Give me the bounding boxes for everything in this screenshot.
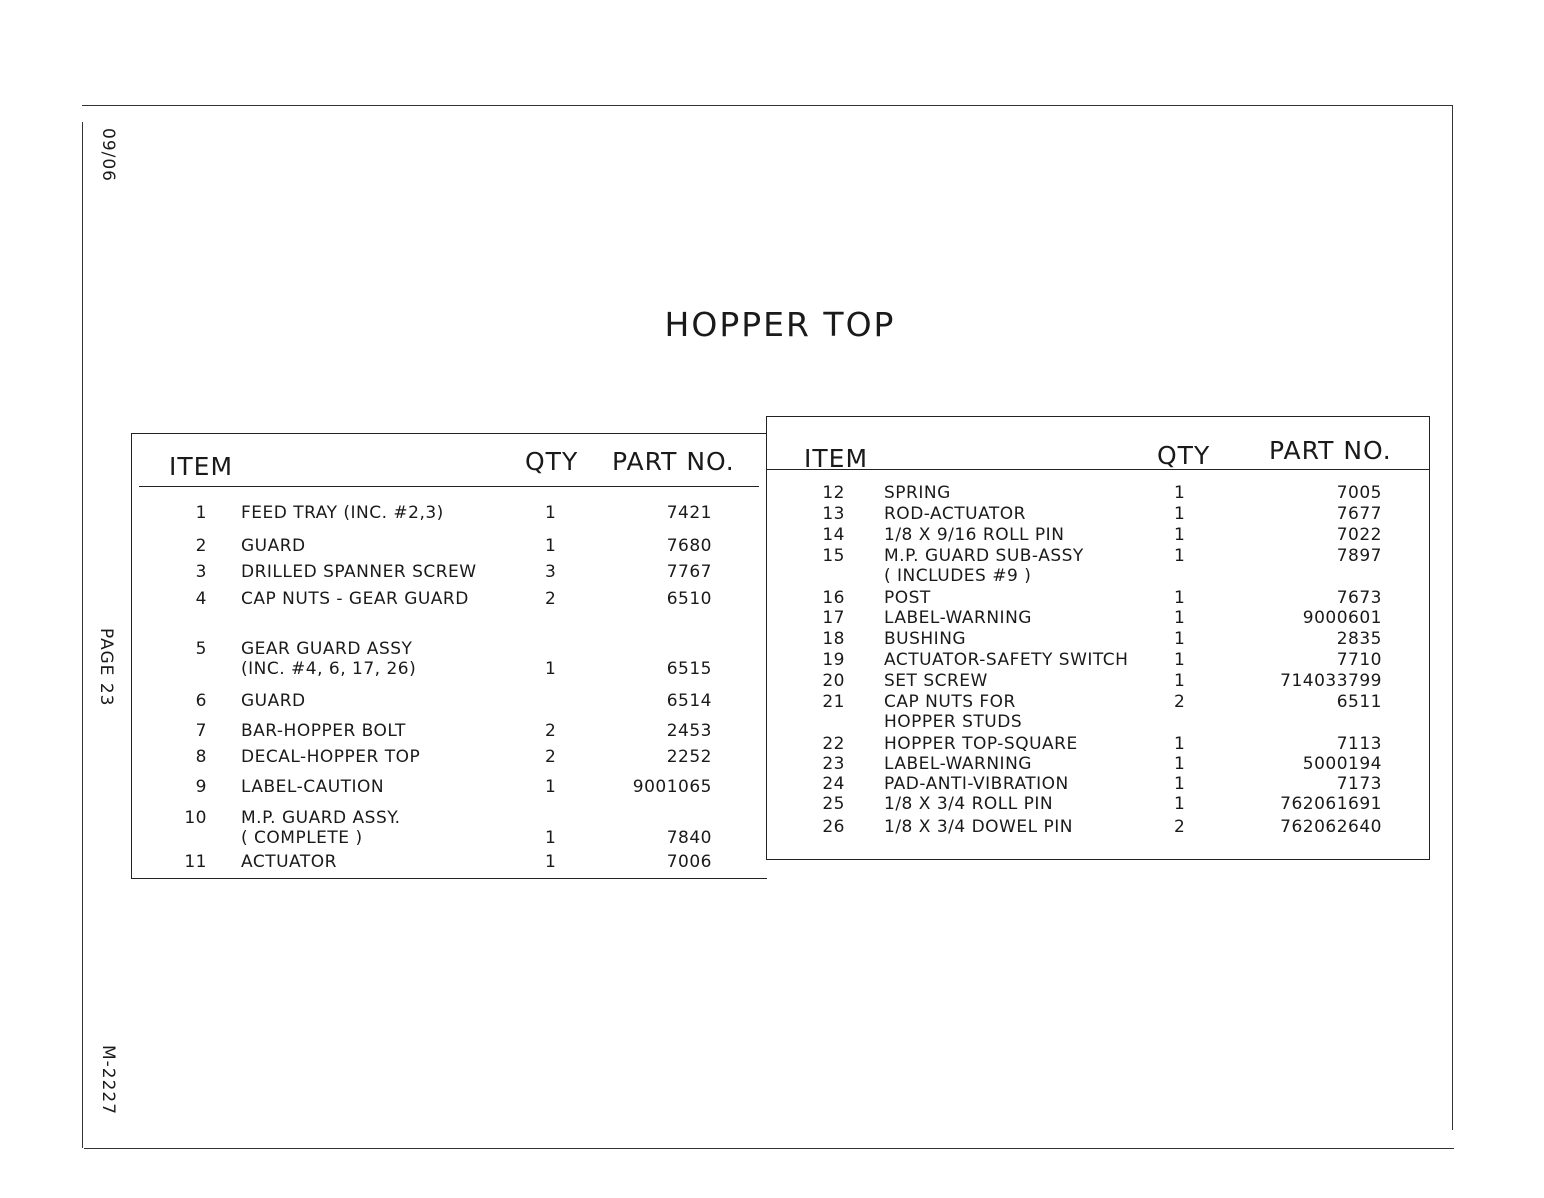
- item-description: 1/8 X 3/4 ROLL PIN: [884, 794, 1054, 814]
- item-part-number: 7113: [1336, 734, 1382, 754]
- item-part-number: 2252: [666, 747, 712, 767]
- item-description: GUARD: [241, 691, 306, 711]
- parts-table-left: [131, 433, 767, 879]
- item-number: 4: [195, 589, 207, 609]
- item-number: 12: [822, 483, 845, 503]
- item-number: 9: [195, 777, 207, 797]
- frame-right-line: [1452, 105, 1453, 1130]
- item-part-number: 9001065: [632, 777, 712, 797]
- item-quantity: 1: [545, 828, 557, 848]
- item-part-number: 7022: [1336, 525, 1382, 545]
- item-number: 13: [822, 504, 845, 524]
- item-quantity: 1: [545, 777, 557, 797]
- item-description: 1/8 X 3/4 DOWEL PIN: [884, 817, 1073, 837]
- item-description: SET SCREW: [884, 671, 988, 691]
- item-quantity: 1: [1174, 525, 1186, 545]
- item-quantity: 1: [545, 536, 557, 556]
- item-description: FEED TRAY (INC. #2,3): [241, 503, 444, 523]
- item-part-number: 5000194: [1302, 754, 1382, 774]
- item-description: PAD-ANTI-VIBRATION: [884, 774, 1069, 794]
- item-part-number: 762061691: [1280, 794, 1382, 814]
- item-description: BAR-HOPPER BOLT: [241, 721, 406, 741]
- item-description-continued: ( COMPLETE ): [241, 828, 363, 848]
- frame-bottom-line: [84, 1148, 1454, 1149]
- item-number: 19: [822, 650, 845, 670]
- item-part-number: 7897: [1336, 546, 1382, 566]
- item-quantity: 1: [1174, 608, 1186, 628]
- item-number: 16: [822, 588, 845, 608]
- item-description: CAP NUTS FOR: [884, 692, 1016, 712]
- item-part-number: 7006: [666, 852, 712, 872]
- item-part-number: 7673: [1336, 588, 1382, 608]
- frame-top-line: [82, 105, 1452, 106]
- item-description-continued: HOPPER STUDS: [884, 712, 1023, 732]
- item-quantity: 2: [545, 589, 557, 609]
- right-header-item: ITEM: [804, 444, 869, 473]
- item-part-number: 7710: [1336, 650, 1382, 670]
- item-number: 15: [822, 546, 845, 566]
- item-number: 10: [184, 808, 207, 828]
- item-quantity: 2: [1174, 817, 1186, 837]
- item-number: 18: [822, 629, 845, 649]
- item-number: 14: [822, 525, 845, 545]
- item-quantity: 1: [545, 503, 557, 523]
- item-number: 22: [822, 734, 845, 754]
- right-header-part-no: PART NO.: [1269, 436, 1392, 465]
- item-description: CAP NUTS - GEAR GUARD: [241, 589, 469, 609]
- item-part-number: 2453: [666, 721, 712, 741]
- item-quantity: 1: [1174, 504, 1186, 524]
- item-part-number: 7677: [1336, 504, 1382, 524]
- item-number: 5: [195, 639, 207, 659]
- document-number-label: M-2227: [98, 1045, 118, 1116]
- item-description: BUSHING: [884, 629, 967, 649]
- date-label: 09/06: [98, 128, 118, 182]
- item-number: 1: [195, 503, 207, 523]
- item-part-number: 762062640: [1280, 817, 1382, 837]
- item-quantity: 1: [1174, 483, 1186, 503]
- item-description: LABEL-CAUTION: [241, 777, 385, 797]
- item-number: 17: [822, 608, 845, 628]
- item-quantity: 2: [1174, 692, 1186, 712]
- item-number: 8: [195, 747, 207, 767]
- item-part-number: 7005: [1336, 483, 1382, 503]
- page-number-label: PAGE 23: [96, 628, 116, 707]
- item-part-number: 6514: [666, 691, 712, 711]
- frame-left-line: [82, 122, 83, 1148]
- item-description-continued: ( INCLUDES #9 ): [884, 566, 1032, 586]
- item-quantity: 1: [1174, 671, 1186, 691]
- item-quantity: 1: [1174, 734, 1186, 754]
- item-quantity: 1: [545, 659, 557, 679]
- item-part-number: 9000601: [1302, 608, 1382, 628]
- item-quantity: 1: [1174, 774, 1186, 794]
- item-quantity: 1: [1174, 794, 1186, 814]
- item-description: DRILLED SPANNER SCREW: [241, 562, 477, 582]
- item-description: ACTUATOR-SAFETY SWITCH: [884, 650, 1129, 670]
- item-number: 26: [822, 817, 845, 837]
- item-quantity: 2: [545, 747, 557, 767]
- item-description: SPRING: [884, 483, 951, 503]
- right-header-qty: QTY: [1157, 441, 1211, 470]
- left-header-part-no: PART NO.: [612, 447, 735, 476]
- item-quantity: 1: [1174, 650, 1186, 670]
- item-description-continued: (INC. #4, 6, 17, 26): [241, 659, 417, 679]
- left-header-rule: [139, 486, 759, 487]
- item-quantity: 1: [1174, 546, 1186, 566]
- item-quantity: 1: [1174, 588, 1186, 608]
- item-quantity: 1: [1174, 754, 1186, 774]
- item-number: 25: [822, 794, 845, 814]
- item-part-number: 6511: [1336, 692, 1382, 712]
- item-description: LABEL-WARNING: [884, 608, 1032, 628]
- item-part-number: 7840: [666, 828, 712, 848]
- item-description: 1/8 X 9/16 ROLL PIN: [884, 525, 1065, 545]
- item-description: HOPPER TOP-SQUARE: [884, 734, 1078, 754]
- item-quantity: 2: [545, 721, 557, 741]
- item-description: M.P. GUARD ASSY.: [241, 808, 401, 828]
- item-part-number: 7421: [666, 503, 712, 523]
- item-quantity: 1: [545, 852, 557, 872]
- page-title: HOPPER TOP: [664, 305, 896, 344]
- left-header-qty: QTY: [525, 447, 579, 476]
- item-number: 20: [822, 671, 845, 691]
- item-description: GEAR GUARD ASSY: [241, 639, 413, 659]
- item-quantity: 3: [545, 562, 557, 582]
- item-part-number: 7680: [666, 536, 712, 556]
- parts-table-right: [766, 416, 1430, 860]
- item-quantity: 1: [1174, 629, 1186, 649]
- item-description: DECAL-HOPPER TOP: [241, 747, 421, 767]
- item-part-number: 7173: [1336, 774, 1382, 794]
- item-number: 3: [195, 562, 207, 582]
- item-number: 21: [822, 692, 845, 712]
- item-description: M.P. GUARD SUB-ASSY: [884, 546, 1084, 566]
- right-header-rule: [767, 469, 1429, 470]
- item-part-number: 7767: [666, 562, 712, 582]
- item-description: ACTUATOR: [241, 852, 337, 872]
- item-number: 6: [195, 691, 207, 711]
- item-number: 23: [822, 754, 845, 774]
- item-number: 7: [195, 721, 207, 741]
- item-description: POST: [884, 588, 931, 608]
- item-number: 2: [195, 536, 207, 556]
- item-part-number: 6510: [666, 589, 712, 609]
- left-header-item: ITEM: [169, 452, 234, 481]
- item-description: ROD-ACTUATOR: [884, 504, 1026, 524]
- item-description: GUARD: [241, 536, 306, 556]
- item-part-number: 2835: [1336, 629, 1382, 649]
- item-number: 11: [184, 852, 207, 872]
- item-description: LABEL-WARNING: [884, 754, 1032, 774]
- item-part-number: 6515: [666, 659, 712, 679]
- item-part-number: 714033799: [1280, 671, 1382, 691]
- item-number: 24: [822, 774, 845, 794]
